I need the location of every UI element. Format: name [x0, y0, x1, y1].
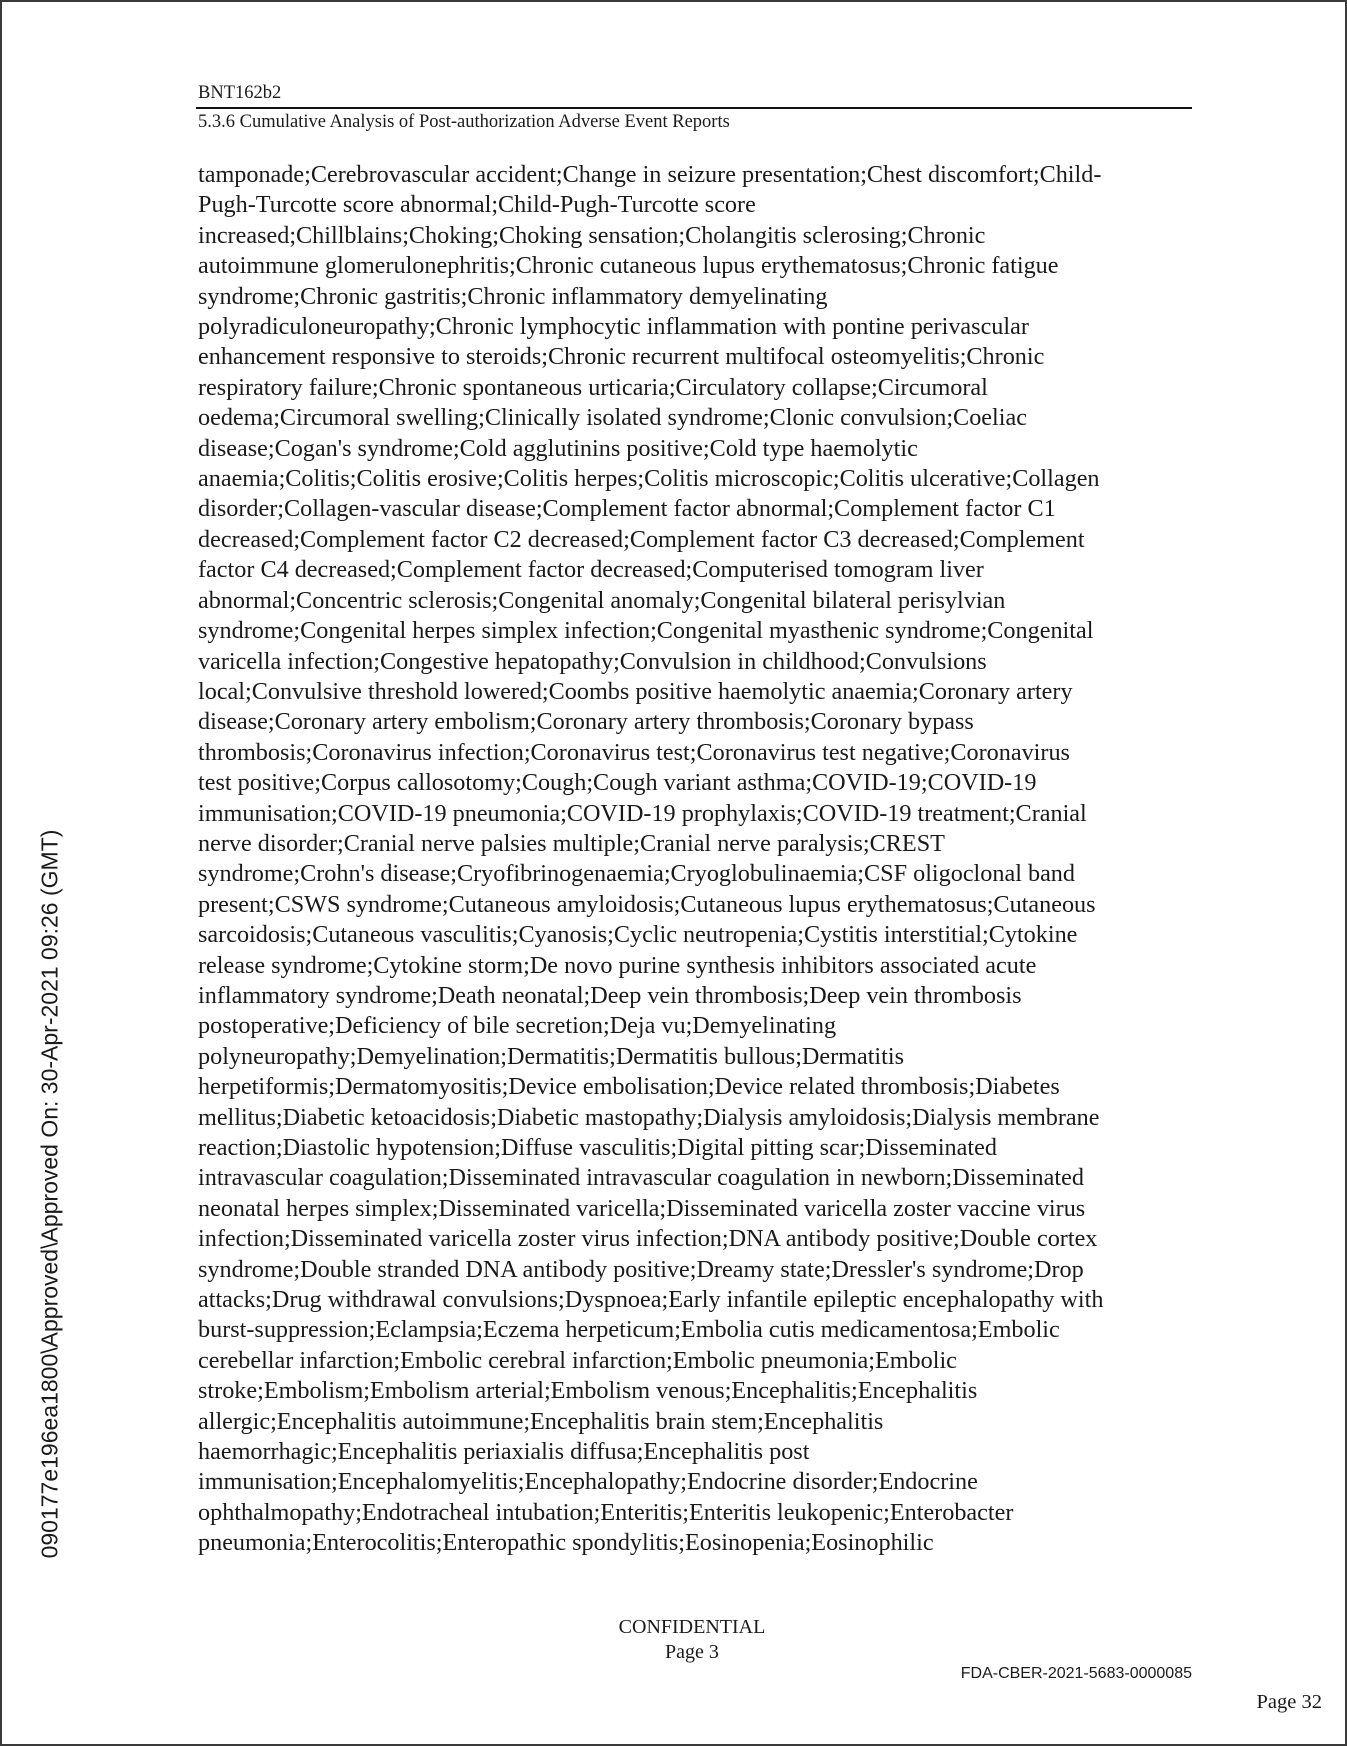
text-line: burst-suppression;Eclampsia;Eczema herpeticum;Embolia cutis medicamentosa;Embolic: [198, 1316, 1060, 1344]
text-line: syndrome;Double stranded DNA antibody positive;Dreamy state;Dressler's syndrome;Drop: [198, 1255, 1084, 1283]
text-line: abnormal;Concentric sclerosis;Congenital anomaly;Congenital bilateral perisylvian: [198, 586, 1006, 614]
text-line: increased;Chillblains;Choking;Choking sensation;Cholangitis sclerosing;Chronic: [198, 221, 986, 249]
text-line: syndrome;Crohn's disease;Cryofibrinogenaemia;Cryoglobulinaemia;CSF oligoclonal band: [198, 860, 1075, 888]
text-line: haemorrhagic;Encephalitis periaxialis diffusa;Encephalitis post: [198, 1438, 810, 1466]
text-line: stroke;Embolism;Embolism arterial;Embolism venous;Encephalitis;Encephalitis: [198, 1377, 978, 1405]
header-product-name: BNT162b2: [198, 83, 282, 103]
text-line: oedema;Circumoral swelling;Clinically isolated syndrome;Clonic convulsion;Coeliac: [198, 404, 1027, 432]
text-line: varicella infection;Congestive hepatopathy;Convulsion in childhood;Convulsions: [198, 647, 987, 675]
text-line: local;Convulsive threshold lowered;Coombs positive haemolytic anaemia;Coronary artery: [198, 677, 1073, 705]
text-line: reaction;Diastolic hypotension;Diffuse vasculitis;Digital pitting scar;Disseminated: [198, 1134, 997, 1161]
text-line: Pugh-Turcotte score abnormal;Child-Pugh-Turcotte score: [198, 191, 756, 219]
header-rule: [196, 107, 1192, 109]
text-line: polyradiculoneuropathy;Chronic lymphocytic inflammation with pontine perivascular: [198, 313, 1029, 341]
text-line: mellitus;Diabetic ketoacidosis;Diabetic mastopathy;Dialysis amyloidosis;Dialysis membrane: [198, 1103, 1100, 1131]
text-line: present;CSWS syndrome;Cutaneous amyloidosis;Cutaneous lupus erythematosus;Cutaneous: [198, 890, 1096, 918]
document-id: FDA-CBER-2021-5683-0000085: [960, 1665, 1192, 1682]
text-line: nerve disorder;Cranial nerve palsies multiple;Cranial nerve paralysis;CREST: [198, 829, 945, 857]
text-line: postoperative;Deficiency of bile secretion;Deja vu;Demyelinating: [198, 1012, 837, 1040]
text-line: polyneuropathy;Demyelination;Dermatitis;Dermatitis bullous;Dermatitis: [198, 1042, 905, 1070]
text-line: cerebellar infarction;Embolic cerebral infarction;Embolic pneumonia;Embolic: [198, 1346, 957, 1374]
text-line: disease;Cogan's syndrome;Cold agglutinins positive;Cold type haemolytic: [198, 434, 918, 462]
text-line: tamponade;Cerebrovascular accident;Change in seizure presentation;Chest discomfort;Child-: [198, 161, 1102, 188]
text-line: disorder;Collagen-vascular disease;Complement factor abnormal;Complement factor C1: [198, 495, 1056, 523]
text-line: neonatal herpes simplex;Disseminated varicella;Disseminated varicella zoster vaccine virus: [198, 1194, 1086, 1222]
text-line: disease;Coronary artery embolism;Coronary artery thrombosis;Coronary bypass: [198, 708, 974, 736]
text-line: inflammatory syndrome;Death neonatal;Deep vein thrombosis;Deep vein thrombosis: [198, 981, 1022, 1009]
approval-stamp: 090177e196ea1800\Approved\Approved On: 30-Apr-2021 09:26 (GMT): [36, 829, 63, 1559]
text-line: release syndrome;Cytokine storm;De novo purine synthesis inhibitors associated acute: [198, 951, 1037, 979]
pdf-page-number: Page 32: [1256, 1691, 1322, 1713]
text-line: anaemia;Colitis;Colitis erosive;Colitis herpes;Colitis microscopic;Colitis ulcerative;Collagen: [198, 465, 1100, 493]
text-line: syndrome;Congenital herpes simplex infection;Congenital myasthenic syndrome;Congenital: [198, 617, 1094, 645]
text-line: thrombosis;Coronavirus infection;Coronavirus test;Coronavirus test negative;Coronavirus: [198, 738, 1070, 766]
text-line: immunisation;Encephalomyelitis;Encephalopathy;Endocrine disorder;Endocrine: [198, 1468, 978, 1496]
text-line: immunisation;COVID-19 pneumonia;COVID-19 prophylaxis;COVID-19 treatment;Cranial: [198, 799, 1087, 827]
text-line: ophthalmopathy;Endotracheal intubation;Enteritis;Enteritis leukopenic;Enterobacter: [198, 1498, 1014, 1526]
text-line: respiratory failure;Chronic spontaneous urticaria;Circulatory collapse;Circumoral: [198, 373, 988, 401]
text-line: enhancement responsive to steroids;Chronic recurrent multifocal osteomyelitis;Chronic: [198, 343, 1045, 371]
adverse-event-list: [198, 160, 1198, 1559]
confidential-label: CONFIDENTIAL: [618, 1616, 766, 1638]
text-line: attacks;Drug withdrawal convulsions;Dyspnoea;Early infantile epileptic encephalopathy with: [198, 1286, 1104, 1314]
text-line: intravascular coagulation;Disseminated intravascular coagulation in newborn;Disseminated: [198, 1164, 1084, 1192]
text-line: sarcoidosis;Cutaneous vasculitis;Cyanosis;Cyclic neutropenia;Cystitis interstitial;Cytokine: [198, 921, 1078, 949]
text-line: factor C4 decreased;Complement factor decreased;Computerised tomogram liver: [198, 556, 984, 584]
text-line: infection;Disseminated varicella zoster virus infection;DNA antibody positive;Double cortex: [198, 1225, 1098, 1253]
text-line: autoimmune glomerulonephritis;Chronic cutaneous lupus erythematosus;Chronic fatigue: [198, 252, 1059, 280]
text-line: test positive;Corpus callosotomy;Cough;Cough variant asthma;COVID-19;COVID-19: [198, 769, 1037, 797]
text-line: allergic;Encephalitis autoimmune;Encephalitis brain stem;Encephalitis: [198, 1407, 884, 1435]
text-line: syndrome;Chronic gastritis;Chronic inflammatory demyelinating: [198, 282, 828, 310]
text-line: decreased;Complement factor C2 decreased;Complement factor C3 decreased;Complement: [198, 525, 1085, 553]
section-page-number: Page 3: [665, 1641, 719, 1663]
header-section-title: 5.3.6 Cumulative Analysis of Post-authorization Adverse Event Reports: [198, 112, 730, 132]
text-line: pneumonia;Enterocolitis;Enteropathic spondylitis;Eosinopenia;Eosinophilic: [198, 1529, 934, 1557]
text-line: herpetiformis;Dermatomyositis;Device embolisation;Device related thrombosis;Diabetes: [198, 1073, 1060, 1101]
